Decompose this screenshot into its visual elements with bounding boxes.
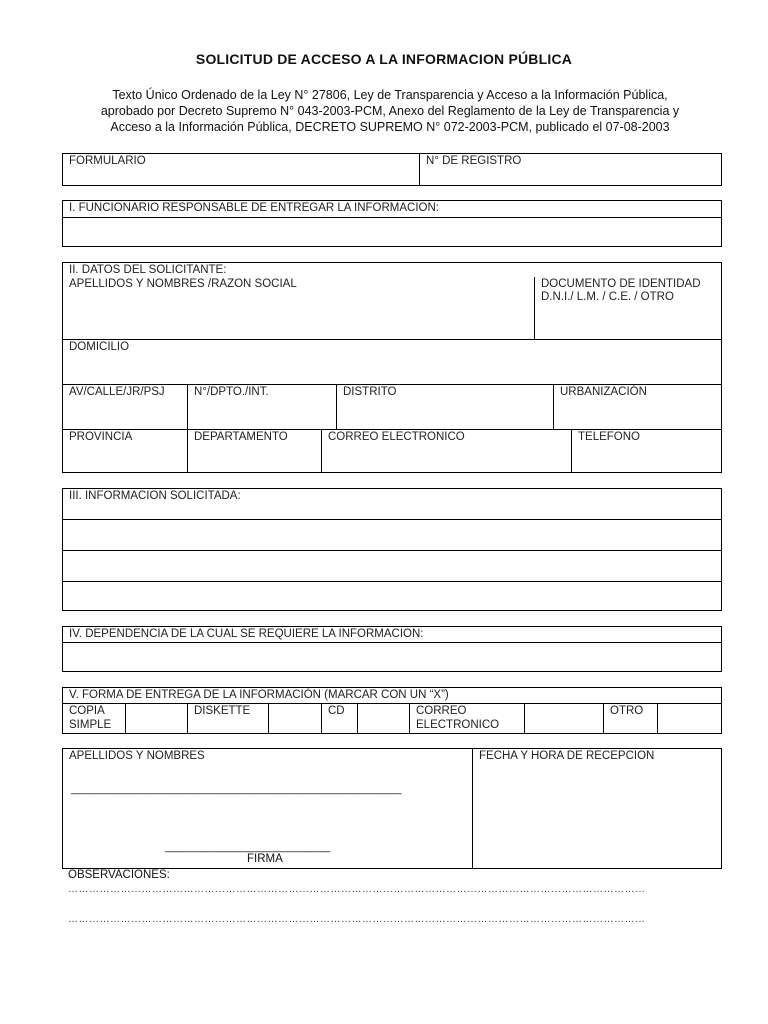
diskette-checkbox[interactable] [268, 704, 321, 733]
section-3 [62, 488, 722, 611]
otro-label: OTRO [610, 705, 644, 717]
funcionario-field[interactable] [63, 217, 721, 246]
address-row [63, 384, 721, 429]
formulario-box [62, 153, 722, 186]
fecha-recepcion-label: FECHA Y HORA DE RECEPCION [479, 750, 655, 762]
correo-label: CORREO ELECTRONICO [328, 431, 465, 443]
nombres-cell[interactable] [63, 277, 534, 339]
distrito-label: DISTRITO [343, 386, 397, 398]
documento-label [541, 278, 701, 304]
correo-electronico-label-cell [409, 704, 524, 733]
formulario-label: FORMULARIO [69, 155, 146, 167]
cd-label: CD [328, 705, 345, 717]
registro-label: N° DE REGISTRO [426, 155, 522, 167]
firma-cell[interactable] [63, 749, 472, 868]
section-5 [62, 687, 722, 734]
intro-line-1: Texto Único Ordenado de la Ley N° 27806, Ley de Transparencia y Acceso a la Información Pública, [112, 88, 668, 102]
otro-label-cell [603, 704, 657, 733]
documento-label-line-1: DOCUMENTO DE IDENTIDAD [541, 278, 701, 290]
apellidos-nombres-label: APELLIDOS Y NOMBRES [69, 750, 205, 762]
documento-cell[interactable] [534, 277, 721, 339]
section-5-header [63, 688, 721, 703]
av-cell[interactable] [63, 385, 187, 429]
section-2 [62, 262, 722, 473]
copia-line-2: SIMPLE [69, 719, 112, 731]
section-3-header [63, 489, 721, 519]
observaciones-label: OBSERVACIONES: [68, 869, 170, 881]
diskette-label-cell [187, 704, 268, 733]
page-title: SOLICITUD DE ACCESO A LA INFORMACION PÚBLICA [195, 51, 573, 67]
dpto-label: N°/DPTO./INT. [194, 386, 269, 398]
section-2-header [63, 263, 721, 277]
firma-label: FIRMA [247, 853, 283, 865]
cd-label-cell [321, 704, 357, 733]
intro-line-2: aprobado por Decreto Supremo N° 043-2003-PCM, Anexo del Reglamento de la Ley de Transparencia y [100, 104, 680, 118]
telefono-label: TELEFONO [578, 431, 640, 443]
domicilio-row[interactable] [63, 339, 721, 384]
section-5-title: V. FORMA DE ENTREGA DE LA INFORMACIÓN (MARCAR CON UN “X”) [69, 689, 449, 701]
telefono-cell[interactable] [571, 430, 721, 472]
provincia-label: PROVINCIA [69, 431, 133, 443]
observaciones-line-1[interactable]: ………………………………………………………………………………………………………………………………………………… [68, 884, 646, 895]
registro-cell[interactable] [419, 154, 721, 185]
correo-electronico-checkbox[interactable] [524, 704, 603, 733]
departamento-label: DEPARTAMENTO [194, 431, 288, 443]
section-4-title: IV. DEPENDENCIA DE LA CUAL SE REQUIERE LA INFORMACION: [69, 628, 424, 640]
cd-checkbox[interactable] [357, 704, 409, 733]
firma-underline: ___________________________ [165, 841, 331, 853]
info-line-1[interactable] [63, 519, 721, 550]
correo-electronico-label [416, 704, 499, 732]
urbanizacion-label: URBANIZACIÓN [560, 386, 647, 398]
section-1 [62, 200, 722, 247]
intro-line-3: Acceso a la Información Pública, DECRETO SUPREMO N° 072-2003-PCM, publicado el 07-08-2003 [110, 120, 670, 134]
dpto-cell[interactable] [187, 385, 336, 429]
correo-cell[interactable] [321, 430, 571, 472]
av-label: AV/CALLE/JR/PSJ [69, 386, 165, 398]
correo-line-2: ELECTRONICO [416, 719, 500, 731]
documento-label-line-2: D.N.I./ L.M. / C.E. / OTRO [541, 291, 674, 303]
copia-simple-label [69, 704, 111, 732]
copia-line-1: COPIA [69, 705, 105, 717]
nombres-label: APELLIDOS Y NOMBRES /RAZON SOCIAL [69, 278, 297, 290]
domicilio-label: DOMICILIO [69, 341, 130, 353]
urbanizacion-cell[interactable] [553, 385, 721, 429]
otro-checkbox[interactable] [657, 704, 721, 733]
contact-row [63, 429, 721, 472]
dependencia-field[interactable] [63, 642, 721, 671]
section-4-header [63, 627, 721, 642]
fecha-recepcion-cell[interactable] [472, 749, 721, 868]
name-underline: ______________________________________________________ [71, 783, 402, 795]
signature-box [62, 748, 722, 869]
section-1-title: I. FUNCIONARIO RESPONSABLE DE ENTREGAR LA INFORMACION: [69, 202, 439, 214]
section-4 [62, 626, 722, 672]
info-line-3[interactable] [63, 581, 721, 610]
section-3-title: III. INFORMACION SOLICITADA: [69, 490, 241, 502]
section-1-header [63, 201, 721, 217]
info-line-2[interactable] [63, 550, 721, 581]
delivery-options-row [63, 703, 721, 733]
distrito-cell[interactable] [336, 385, 553, 429]
copia-simple-checkbox[interactable] [125, 704, 187, 733]
copia-simple-label-cell [63, 704, 125, 733]
legal-intro [40, 87, 740, 135]
section-2-title: II. DATOS DEL SOLICITANTE: [69, 264, 227, 276]
provincia-cell[interactable] [63, 430, 187, 472]
correo-line-1: CORREO [416, 705, 467, 717]
observaciones-line-2[interactable]: ………………………………………………………………………………………………………………………………………………… [68, 914, 646, 925]
departamento-cell[interactable] [187, 430, 321, 472]
formulario-cell[interactable] [63, 154, 419, 185]
diskette-label: DISKETTE [194, 705, 251, 717]
nombres-row [63, 277, 721, 339]
